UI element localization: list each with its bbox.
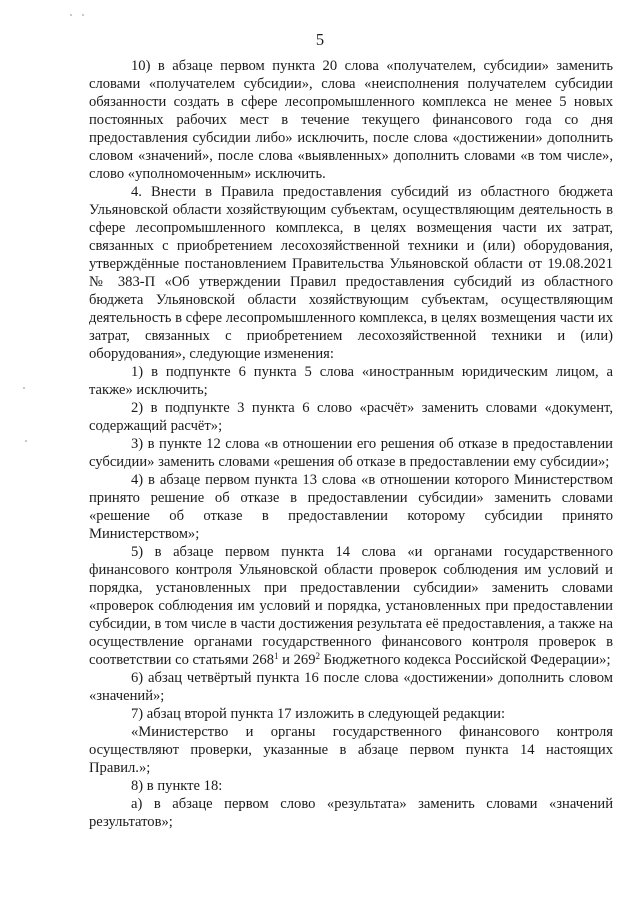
paragraph-subitem-2: 2) в подпункте 3 пункта 6 слово «расчёт» заменить словами «документ, содержащий расчёт»; <box>89 400 613 434</box>
paragraph-subitem-5-text-c: Бюджетного кодекса Российской Федерации»; <box>320 652 611 668</box>
paragraph-subitem-1: 1) в подпункте 6 пункта 5 слова «иностранным юридическим лицом, а также» исключить; <box>89 364 613 398</box>
scan-speck <box>70 14 72 16</box>
paragraph-section-4: 4. Внести в Правила предоставления субсидий из областного бюджета Ульяновской области хозяйствующим субъектам, осуществляющим деятельность в сфере лесопромышленного комплекса, в целях возмещения части их затрат, связанных с приобретением лесохозяйственной техники и (или) оборудования, утверждённые постановлением Правительства Ульяновской области от 19.08.2021 № 383-П «Об утверждении Правил предоставления субсидий из областного бюджета Ульяновской области хозяйствующим субъектам, осуществляющим деятельность в сфере лесопромышленного комплекса, в целях возмещения части их затрат, связанных с приобретением лесохозяйственной техники и (или) оборудования», следующие изменения: <box>89 184 613 362</box>
scan-speck <box>82 14 84 16</box>
superscript-2: 2 <box>315 651 320 661</box>
paragraph-quote: «Министерство и органы государственного финансового контроля осуществляют проверки, указанные в абзаце первом пункта 14 настоящих Правил.»; <box>89 724 613 776</box>
scan-speck <box>23 387 25 389</box>
page-number: 5 <box>315 30 325 49</box>
superscript-1: 1 <box>274 651 279 661</box>
paragraph-subitem-8: 8) в пункте 18: <box>131 778 223 794</box>
paragraph-item-10: 10) в абзаце первом пункта 20 слова «получателем, субсидии» заменить словами «получателем субсидии», слова «неисполнения получателем субсидии обязанности создать в сфере лесопромышленного комплекса не менее 5 новых постоянных рабочих мест в течение текущего финансового года со дня предоставления субсидии либо» исключить, после слова «достижении» дополнить словом «значений», после слова «выявленных» дополнить словами «в том числе», слово «уполномоченным» исключить. <box>89 58 613 182</box>
scan-speck <box>25 440 27 442</box>
paragraph-subitem-5 <box>89 543 613 669</box>
paragraph-subitem-4: 4) в абзаце первом пункта 13 слова «в отношении которого Министерством принято решение об отказе в предоставлении субсидии» заменить словами «решение об отказе в предоставлении которому субсидии принято Министерством»; <box>89 472 613 542</box>
paragraph-subitem-a: а) в абзаце первом слово «результата» заменить словами «значений результатов»; <box>89 796 613 830</box>
paragraph-subitem-5-text-a: 5) в абзаце первом пункта 14 слова «и органами государственного финансового контроля Ульяновской области проверок соблюдения им условий и порядка, установленных при предоставлении субсидии» заменить словами «проверок соблюдения им условий и порядка, установленных при предоставлении субсидии, в том числе в части достижения результата её предоставления, а также на осуществление органами государственного финансового контроля проверок в соответствии со статьями 268 <box>89 544 613 668</box>
paragraph-subitem-6: 6) абзац четвёртый пункта 16 после слова «достижении» дополнить словом «значений»; <box>89 670 613 704</box>
document-body <box>89 57 613 831</box>
paragraph-subitem-7: 7) абзац второй пункта 17 изложить в следующей редакции: <box>131 706 506 722</box>
paragraph-subitem-5-text-b: и 269 <box>278 652 316 668</box>
paragraph-subitem-3: 3) в пункте 12 слова «в отношении его решения об отказе в предоставлении субсидии» заменить словами «решения об отказе в предоставлении ему субсидии»; <box>89 436 613 470</box>
